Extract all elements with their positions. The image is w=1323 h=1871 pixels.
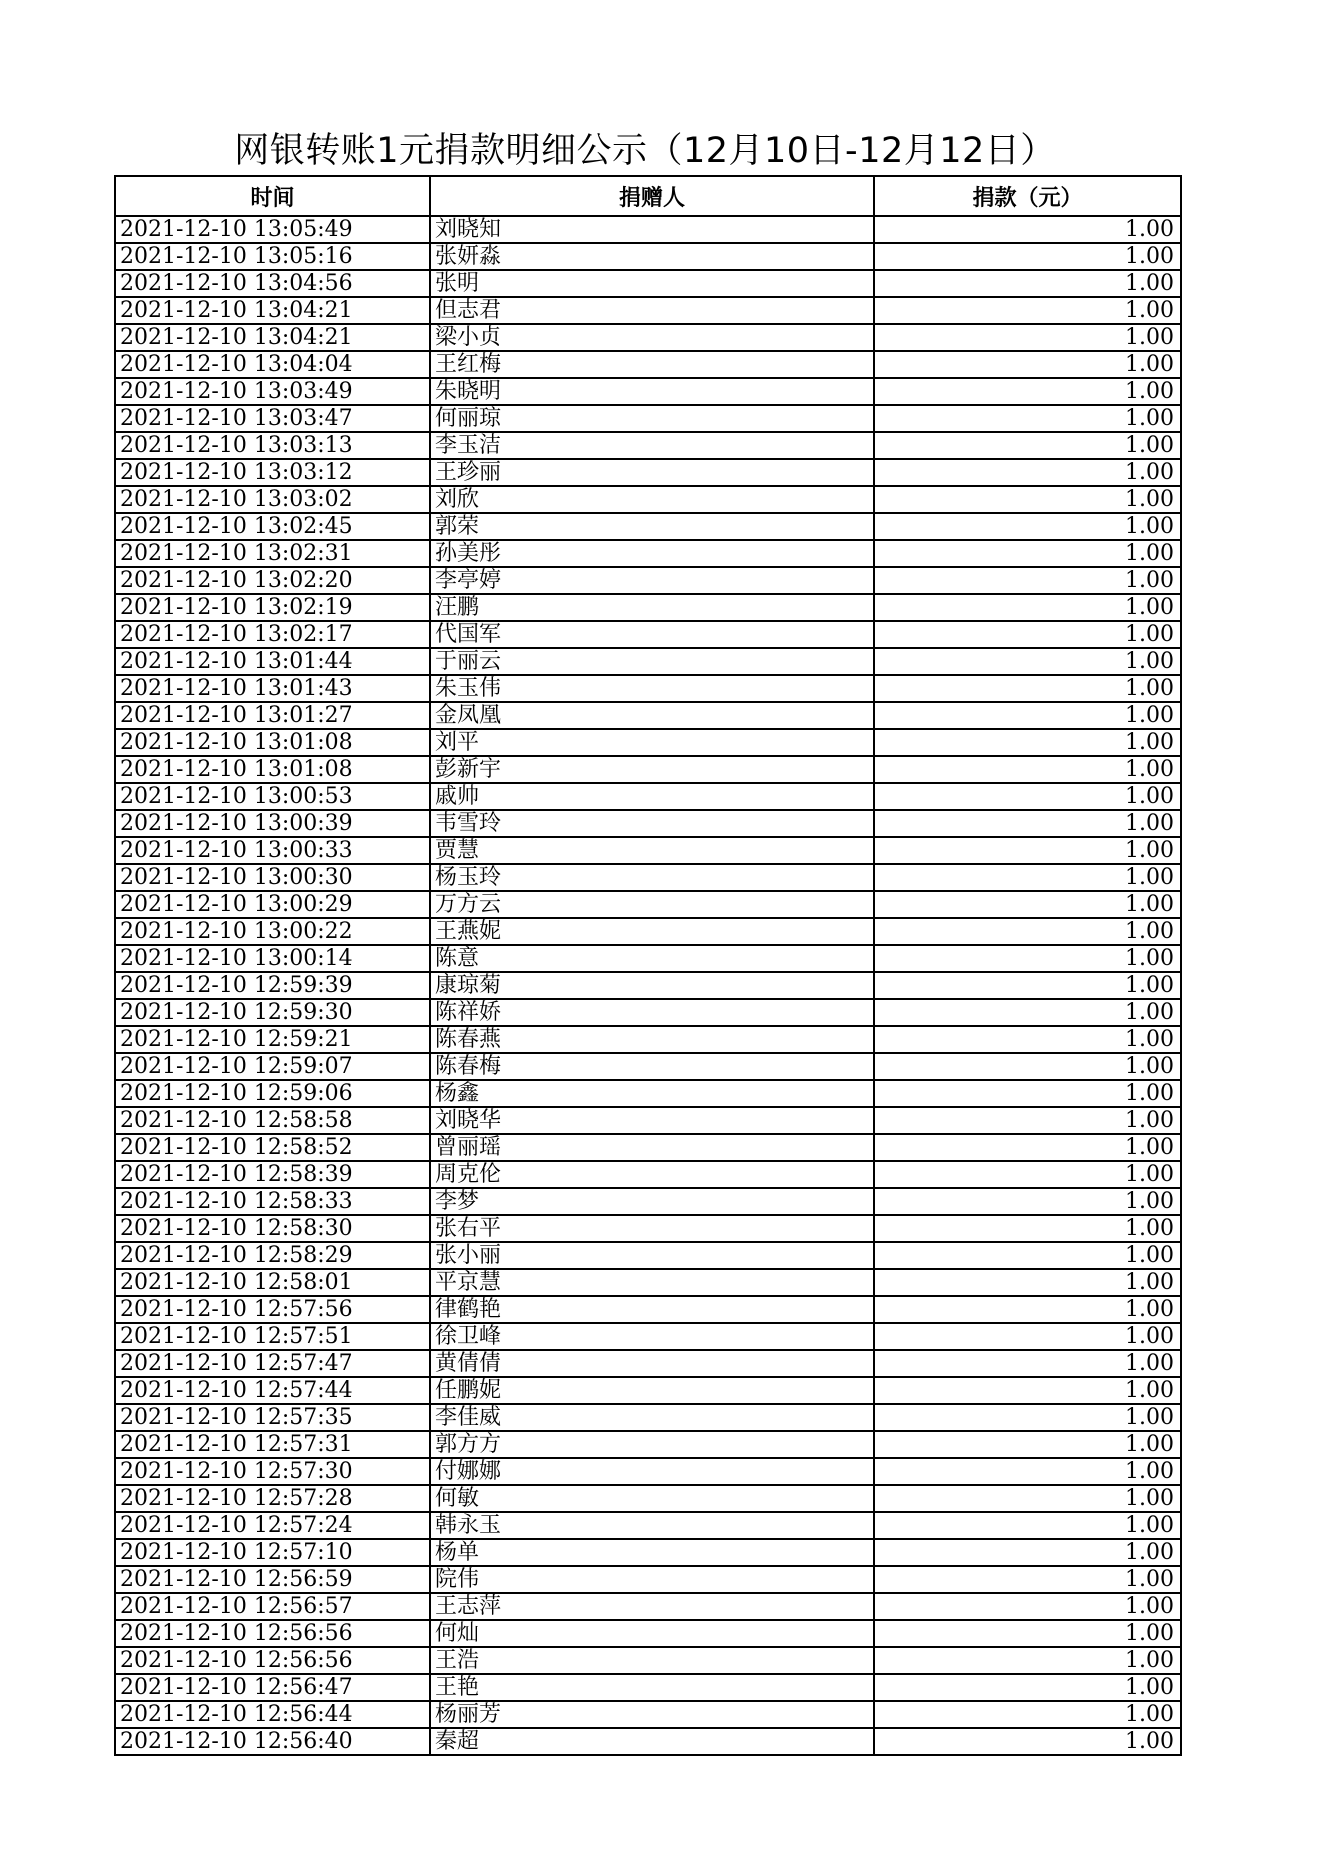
table-row [115, 729, 1181, 756]
table-row [115, 1269, 1181, 1296]
cell-donor: 院伟 [430, 1566, 874, 1593]
cell-time: 2021-12-10 12:56:57 [115, 1593, 430, 1620]
cell-amount: 1.00 [874, 1323, 1181, 1350]
page-title: 网银转账1元捐款明细公示（12月10日-12月12日） [234, 131, 1056, 171]
cell-time: 2021-12-10 13:03:02 [115, 486, 430, 513]
table-row [115, 1512, 1181, 1539]
table-row [115, 297, 1181, 324]
cell-donor: 韦雪玲 [430, 810, 874, 837]
column-header-amount: 捐款（元） [874, 176, 1181, 216]
table-row [115, 972, 1181, 999]
cell-time: 2021-12-10 13:00:30 [115, 864, 430, 891]
cell-amount: 1.00 [874, 459, 1181, 486]
cell-donor: 徐卫峰 [430, 1323, 874, 1350]
cell-time: 2021-12-10 12:59:30 [115, 999, 430, 1026]
table-row [115, 1080, 1181, 1107]
table-row [115, 1188, 1181, 1215]
cell-time: 2021-12-10 12:57:56 [115, 1296, 430, 1323]
cell-time: 2021-12-10 12:56:40 [115, 1728, 430, 1755]
cell-time: 2021-12-10 12:59:07 [115, 1053, 430, 1080]
table-row [115, 594, 1181, 621]
cell-amount: 1.00 [874, 1107, 1181, 1134]
cell-amount: 1.00 [874, 810, 1181, 837]
cell-amount: 1.00 [874, 432, 1181, 459]
cell-donor: 秦超 [430, 1728, 874, 1755]
cell-time: 2021-12-10 13:04:21 [115, 324, 430, 351]
cell-amount: 1.00 [874, 1215, 1181, 1242]
cell-time: 2021-12-10 13:01:08 [115, 756, 430, 783]
cell-donor: 李玉洁 [430, 432, 874, 459]
cell-time: 2021-12-10 13:05:49 [115, 216, 430, 243]
cell-amount: 1.00 [874, 864, 1181, 891]
cell-donor: 陈春梅 [430, 1053, 874, 1080]
cell-time: 2021-12-10 12:59:06 [115, 1080, 430, 1107]
cell-amount: 1.00 [874, 945, 1181, 972]
cell-time: 2021-12-10 12:57:10 [115, 1539, 430, 1566]
table-row [115, 1134, 1181, 1161]
cell-donor: 刘平 [430, 729, 874, 756]
cell-donor: 朱晓明 [430, 378, 874, 405]
cell-donor: 孙美彤 [430, 540, 874, 567]
table-row [115, 1350, 1181, 1377]
cell-donor: 任鹏妮 [430, 1377, 874, 1404]
cell-amount: 1.00 [874, 1026, 1181, 1053]
cell-time: 2021-12-10 13:01:44 [115, 648, 430, 675]
cell-amount: 1.00 [874, 567, 1181, 594]
cell-amount: 1.00 [874, 540, 1181, 567]
cell-amount: 1.00 [874, 297, 1181, 324]
cell-time: 2021-12-10 13:04:56 [115, 270, 430, 297]
cell-donor: 杨玉玲 [430, 864, 874, 891]
cell-donor: 彭新宇 [430, 756, 874, 783]
table-row [115, 1647, 1181, 1674]
cell-amount: 1.00 [874, 648, 1181, 675]
cell-donor: 杨丽芳 [430, 1701, 874, 1728]
cell-donor: 戚帅 [430, 783, 874, 810]
cell-donor: 刘晓华 [430, 1107, 874, 1134]
table-row [115, 351, 1181, 378]
cell-amount: 1.00 [874, 1242, 1181, 1269]
cell-amount: 1.00 [874, 324, 1181, 351]
cell-time: 2021-12-10 12:56:44 [115, 1701, 430, 1728]
table-row [115, 1701, 1181, 1728]
cell-amount: 1.00 [874, 1593, 1181, 1620]
cell-donor: 陈春燕 [430, 1026, 874, 1053]
cell-donor: 韩永玉 [430, 1512, 874, 1539]
cell-time: 2021-12-10 12:57:28 [115, 1485, 430, 1512]
cell-amount: 1.00 [874, 837, 1181, 864]
cell-time: 2021-12-10 12:59:21 [115, 1026, 430, 1053]
cell-donor: 张右平 [430, 1215, 874, 1242]
cell-amount: 1.00 [874, 1431, 1181, 1458]
table-row [115, 783, 1181, 810]
table-row [115, 1323, 1181, 1350]
cell-time: 2021-12-10 12:58:01 [115, 1269, 430, 1296]
cell-amount: 1.00 [874, 405, 1181, 432]
table-row [115, 1296, 1181, 1323]
table-row [115, 432, 1181, 459]
cell-amount: 1.00 [874, 1566, 1181, 1593]
cell-donor: 刘欣 [430, 486, 874, 513]
table-row [115, 1404, 1181, 1431]
cell-donor: 王燕妮 [430, 918, 874, 945]
table-row [115, 378, 1181, 405]
cell-amount: 1.00 [874, 1188, 1181, 1215]
cell-donor: 付娜娜 [430, 1458, 874, 1485]
table-row [115, 486, 1181, 513]
cell-donor: 王志萍 [430, 1593, 874, 1620]
cell-time: 2021-12-10 12:56:59 [115, 1566, 430, 1593]
cell-amount: 1.00 [874, 1296, 1181, 1323]
cell-donor: 周克伦 [430, 1161, 874, 1188]
cell-time: 2021-12-10 13:02:31 [115, 540, 430, 567]
table-row [115, 1161, 1181, 1188]
cell-donor: 何丽琼 [430, 405, 874, 432]
cell-time: 2021-12-10 12:59:39 [115, 972, 430, 999]
table-row [115, 675, 1181, 702]
table-row [115, 513, 1181, 540]
table-row [115, 1431, 1181, 1458]
cell-time: 2021-12-10 12:58:29 [115, 1242, 430, 1269]
cell-donor: 贾慧 [430, 837, 874, 864]
cell-time: 2021-12-10 12:58:33 [115, 1188, 430, 1215]
cell-donor: 于丽云 [430, 648, 874, 675]
cell-amount: 1.00 [874, 621, 1181, 648]
cell-amount: 1.00 [874, 1512, 1181, 1539]
cell-amount: 1.00 [874, 1269, 1181, 1296]
cell-time: 2021-12-10 12:57:51 [115, 1323, 430, 1350]
cell-amount: 1.00 [874, 729, 1181, 756]
table-row [115, 1728, 1181, 1755]
table-body [115, 216, 1181, 1755]
table-row [115, 1242, 1181, 1269]
cell-amount: 1.00 [874, 783, 1181, 810]
cell-time: 2021-12-10 13:04:21 [115, 297, 430, 324]
cell-amount: 1.00 [874, 378, 1181, 405]
table-row [115, 243, 1181, 270]
cell-amount: 1.00 [874, 1485, 1181, 1512]
cell-amount: 1.00 [874, 1134, 1181, 1161]
table-row [115, 405, 1181, 432]
cell-donor: 汪鹏 [430, 594, 874, 621]
table-row [115, 270, 1181, 297]
column-header-time: 时间 [115, 176, 430, 216]
cell-donor: 郭荣 [430, 513, 874, 540]
cell-time: 2021-12-10 13:03:12 [115, 459, 430, 486]
cell-amount: 1.00 [874, 1080, 1181, 1107]
cell-donor: 王珍丽 [430, 459, 874, 486]
cell-time: 2021-12-10 13:03:13 [115, 432, 430, 459]
cell-time: 2021-12-10 13:00:14 [115, 945, 430, 972]
cell-time: 2021-12-10 13:02:17 [115, 621, 430, 648]
table-row [115, 864, 1181, 891]
table-row [115, 567, 1181, 594]
cell-donor: 律鹤艳 [430, 1296, 874, 1323]
cell-amount: 1.00 [874, 1161, 1181, 1188]
cell-amount: 1.00 [874, 243, 1181, 270]
cell-amount: 1.00 [874, 1620, 1181, 1647]
table-row [115, 1539, 1181, 1566]
cell-donor: 王浩 [430, 1647, 874, 1674]
table-row [115, 837, 1181, 864]
cell-time: 2021-12-10 13:03:49 [115, 378, 430, 405]
cell-amount: 1.00 [874, 918, 1181, 945]
cell-donor: 杨单 [430, 1539, 874, 1566]
cell-donor: 郭方方 [430, 1431, 874, 1458]
table-row [115, 1053, 1181, 1080]
table-row [115, 945, 1181, 972]
cell-donor: 何敏 [430, 1485, 874, 1512]
cell-donor: 黄倩倩 [430, 1350, 874, 1377]
cell-amount: 1.00 [874, 513, 1181, 540]
table-row [115, 702, 1181, 729]
cell-donor: 李亭婷 [430, 567, 874, 594]
cell-time: 2021-12-10 13:04:04 [115, 351, 430, 378]
cell-amount: 1.00 [874, 1053, 1181, 1080]
cell-donor: 代国军 [430, 621, 874, 648]
table-row [115, 891, 1181, 918]
table-row [115, 756, 1181, 783]
cell-time: 2021-12-10 12:57:47 [115, 1350, 430, 1377]
cell-amount: 1.00 [874, 972, 1181, 999]
cell-time: 2021-12-10 12:57:24 [115, 1512, 430, 1539]
cell-amount: 1.00 [874, 891, 1181, 918]
cell-amount: 1.00 [874, 1647, 1181, 1674]
cell-time: 2021-12-10 12:58:30 [115, 1215, 430, 1242]
cell-time: 2021-12-10 13:00:33 [115, 837, 430, 864]
cell-amount: 1.00 [874, 1350, 1181, 1377]
cell-time: 2021-12-10 13:02:45 [115, 513, 430, 540]
table-row [115, 1674, 1181, 1701]
cell-amount: 1.00 [874, 1701, 1181, 1728]
table-row [115, 1377, 1181, 1404]
cell-amount: 1.00 [874, 270, 1181, 297]
cell-donor: 曾丽瑶 [430, 1134, 874, 1161]
cell-donor: 杨鑫 [430, 1080, 874, 1107]
cell-amount: 1.00 [874, 756, 1181, 783]
table-row [115, 540, 1181, 567]
cell-time: 2021-12-10 12:57:30 [115, 1458, 430, 1485]
table-header-row [115, 176, 1181, 216]
cell-time: 2021-12-10 12:56:47 [115, 1674, 430, 1701]
cell-donor: 王红梅 [430, 351, 874, 378]
table-row [115, 324, 1181, 351]
cell-donor: 朱玉伟 [430, 675, 874, 702]
table-row [115, 1485, 1181, 1512]
cell-amount: 1.00 [874, 675, 1181, 702]
cell-amount: 1.00 [874, 1377, 1181, 1404]
cell-donor: 梁小贞 [430, 324, 874, 351]
cell-amount: 1.00 [874, 999, 1181, 1026]
cell-time: 2021-12-10 13:02:19 [115, 594, 430, 621]
cell-time: 2021-12-10 12:56:56 [115, 1620, 430, 1647]
cell-amount: 1.00 [874, 1539, 1181, 1566]
cell-amount: 1.00 [874, 351, 1181, 378]
cell-donor: 金凤凰 [430, 702, 874, 729]
cell-time: 2021-12-10 12:58:58 [115, 1107, 430, 1134]
cell-donor: 陈意 [430, 945, 874, 972]
cell-amount: 1.00 [874, 486, 1181, 513]
table-row [115, 1620, 1181, 1647]
cell-amount: 1.00 [874, 702, 1181, 729]
cell-time: 2021-12-10 12:57:31 [115, 1431, 430, 1458]
table-row [115, 1458, 1181, 1485]
cell-donor: 何灿 [430, 1620, 874, 1647]
table-row [115, 810, 1181, 837]
cell-time: 2021-12-10 13:00:22 [115, 918, 430, 945]
cell-time: 2021-12-10 13:05:16 [115, 243, 430, 270]
cell-amount: 1.00 [874, 1674, 1181, 1701]
cell-time: 2021-12-10 13:03:47 [115, 405, 430, 432]
table-row [115, 1215, 1181, 1242]
cell-time: 2021-12-10 12:57:35 [115, 1404, 430, 1431]
cell-donor: 张小丽 [430, 1242, 874, 1269]
table-row [115, 1107, 1181, 1134]
table-row [115, 621, 1181, 648]
cell-amount: 1.00 [874, 216, 1181, 243]
table-row [115, 1566, 1181, 1593]
cell-donor: 平京慧 [430, 1269, 874, 1296]
cell-time: 2021-12-10 13:00:29 [115, 891, 430, 918]
cell-donor: 李佳威 [430, 1404, 874, 1431]
cell-donor: 刘晓知 [430, 216, 874, 243]
cell-donor: 康琼菊 [430, 972, 874, 999]
table-row [115, 999, 1181, 1026]
cell-donor: 但志君 [430, 297, 874, 324]
cell-amount: 1.00 [874, 594, 1181, 621]
cell-amount: 1.00 [874, 1458, 1181, 1485]
cell-amount: 1.00 [874, 1404, 1181, 1431]
table-row [115, 459, 1181, 486]
cell-donor: 张妍淼 [430, 243, 874, 270]
cell-donor: 万方云 [430, 891, 874, 918]
cell-time: 2021-12-10 12:58:39 [115, 1161, 430, 1188]
cell-time: 2021-12-10 13:00:53 [115, 783, 430, 810]
cell-donor: 张明 [430, 270, 874, 297]
table-row [115, 918, 1181, 945]
cell-time: 2021-12-10 13:02:20 [115, 567, 430, 594]
cell-time: 2021-12-10 13:01:43 [115, 675, 430, 702]
cell-time: 2021-12-10 12:58:52 [115, 1134, 430, 1161]
cell-time: 2021-12-10 12:57:44 [115, 1377, 430, 1404]
table-row [115, 1026, 1181, 1053]
table-row [115, 1593, 1181, 1620]
column-header-donor: 捐赠人 [430, 176, 874, 216]
cell-amount: 1.00 [874, 1728, 1181, 1755]
cell-time: 2021-12-10 12:56:56 [115, 1647, 430, 1674]
table-row [115, 216, 1181, 243]
cell-time: 2021-12-10 13:00:39 [115, 810, 430, 837]
cell-donor: 李梦 [430, 1188, 874, 1215]
donation-table [114, 175, 1182, 1756]
cell-time: 2021-12-10 13:01:27 [115, 702, 430, 729]
cell-donor: 陈祥娇 [430, 999, 874, 1026]
cell-donor: 王艳 [430, 1674, 874, 1701]
cell-time: 2021-12-10 13:01:08 [115, 729, 430, 756]
table-row [115, 648, 1181, 675]
